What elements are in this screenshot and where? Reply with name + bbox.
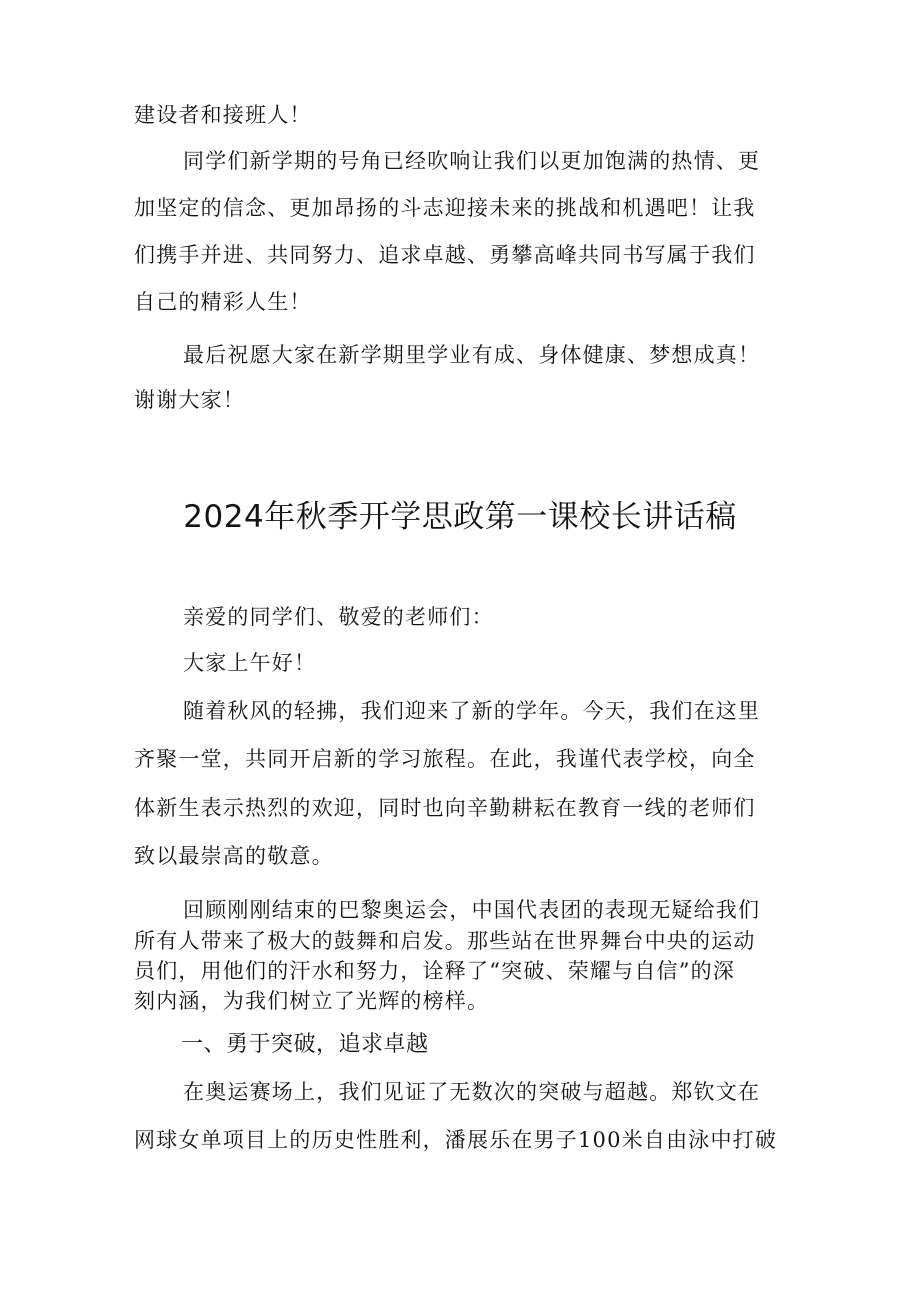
para1-line-2: 齐聚一堂，共同开启新的学习旅程。在此，我谨代表学校，向全 (134, 747, 756, 771)
page1-line-2: 同学们新学期的号角已经吹响让我们以更加饱满的热情、更 (183, 149, 761, 173)
para3-line-2: 网球女单项目上的历史性胜利，潘展乐在男子100米自由泳中打破 (134, 1128, 778, 1152)
para1-line-4: 致以最崇高的敬意。 (134, 844, 334, 868)
page1-line-1: 建设者和接班人！ (134, 103, 312, 127)
section-heading-1: 一、勇于突破，追求卓越 (181, 1032, 429, 1057)
para3-line-1: 在奥运赛场上，我们见证了无数次的突破与超越。郑钦文在 (183, 1080, 761, 1104)
page1-line-7: 谢谢大家！ (134, 388, 245, 412)
para2-line-3: 员们，用他们的汗水和努力，诠释了“突破、荣耀与自信”的深 (134, 959, 736, 983)
page1-line-6: 最后祝愿大家在新学期里学业有成、身体健康、梦想成真！ (183, 343, 761, 367)
document-title: 2024年秋季开学思政第一课校长讲话稿 (183, 499, 737, 535)
page1-line-4: 们携手并进、共同努力、追求卓越、勇攀高峰共同书写属于我们 (134, 243, 756, 267)
page1-line-3: 加坚定的信念、更加昂扬的斗志迎接未来的挑战和机遇吧！让我 (134, 196, 756, 220)
para2-line-4: 刻内涵，为我们树立了光辉的榜样。 (134, 989, 490, 1013)
hello-line: 大家上午好！ (183, 651, 317, 675)
para2-line-1: 回顾刚刚结束的巴黎奥运会，中国代表团的表现无疑给我们 (183, 898, 761, 922)
page1-line-5: 自己的精彩人生！ (134, 290, 312, 314)
greeting-line: 亲爱的同学们、敬爱的老师们： (183, 605, 494, 629)
para1-line-3: 体新生表示热烈的欢迎，同时也向辛勤耕耘在教育一线的老师们 (134, 796, 756, 820)
para2-line-2: 所有人带来了极大的鼓舞和启发。那些站在世界舞台中央的运动 (134, 929, 756, 953)
para1-line-1: 随着秋风的轻拂，我们迎来了新的学年。今天，我们在这里 (183, 699, 761, 723)
